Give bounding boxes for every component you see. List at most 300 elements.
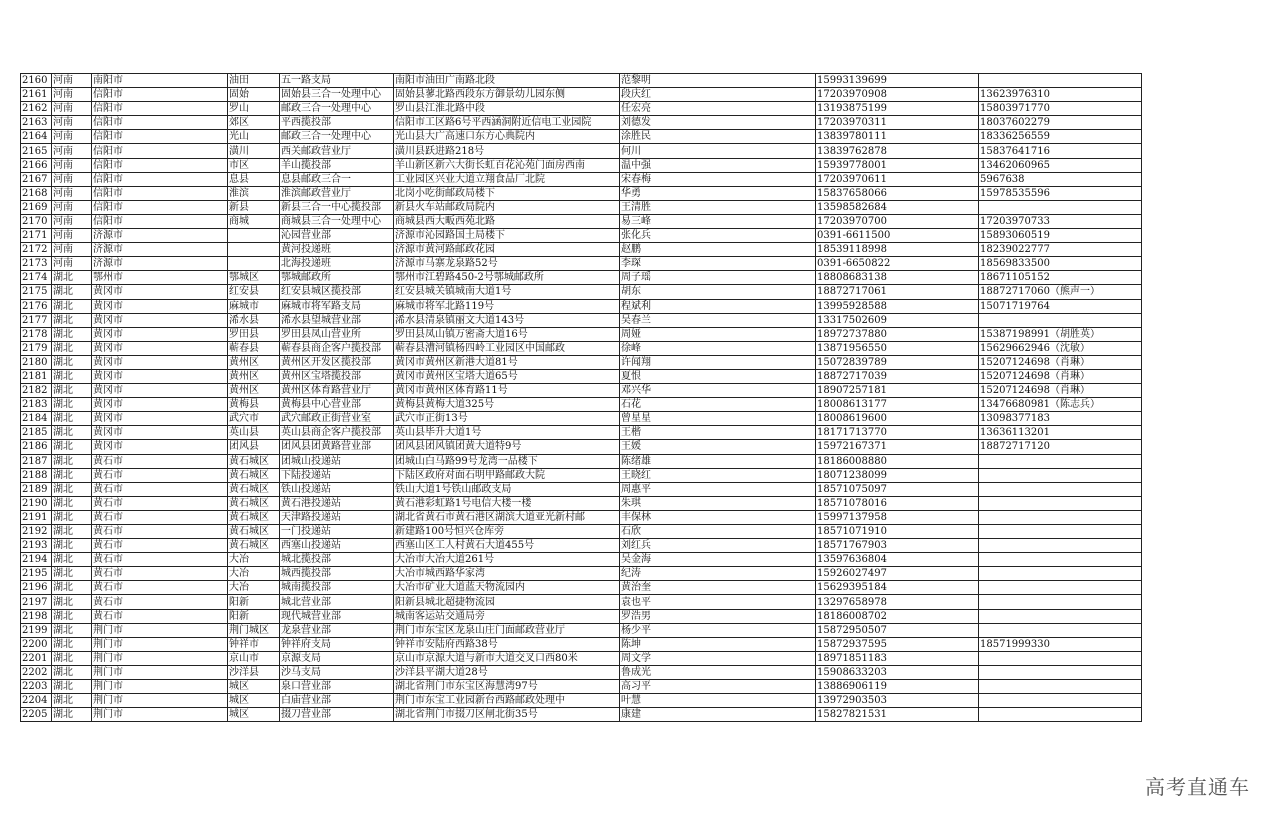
alt-phone-cell (979, 665, 1142, 679)
contact-name-cell: 石花 (620, 398, 816, 412)
contact-name-cell: 许闻翔 (620, 355, 816, 369)
phone-cell: 15872950507 (816, 623, 979, 637)
phone-cell: 18872717061 (816, 285, 979, 299)
city-cell: 黄石市 (92, 609, 228, 623)
table-row (21, 567, 1142, 581)
branch-name-cell: 武穴邮政正街营业室 (280, 412, 394, 426)
phone-cell: 18171713770 (816, 426, 979, 440)
row-number-cell: 2179 (21, 341, 52, 355)
phone-cell: 18872717039 (816, 369, 979, 383)
phone-cell: 15837658066 (816, 186, 979, 200)
table-row (21, 257, 1142, 271)
city-cell: 黄石市 (92, 525, 228, 539)
district-cell: 鄂城区 (228, 271, 280, 285)
phone-cell: 13972903503 (816, 694, 979, 708)
alt-phone-cell (979, 694, 1142, 708)
contact-name-cell: 高习平 (620, 680, 816, 694)
city-cell: 信阳市 (92, 88, 228, 102)
row-number-cell: 2190 (21, 496, 52, 510)
row-number-cell: 2164 (21, 130, 52, 144)
alt-phone-cell (979, 651, 1142, 665)
alt-phone-cell (979, 200, 1142, 214)
province-cell: 河南 (52, 229, 92, 243)
province-cell: 湖北 (52, 623, 92, 637)
branch-name-cell: 淮滨邮政营业厅 (280, 186, 394, 200)
address-cell: 团城山白马路99号龙湾一品楼下 (394, 454, 620, 468)
row-number-cell: 2182 (21, 384, 52, 398)
district-cell: 城区 (228, 708, 280, 722)
province-cell: 湖北 (52, 553, 92, 567)
contact-name-cell: 王媛 (620, 440, 816, 454)
contact-name-cell: 周娅 (620, 327, 816, 341)
province-cell: 湖北 (52, 384, 92, 398)
district-cell: 大冶 (228, 553, 280, 567)
city-cell: 荆门市 (92, 665, 228, 679)
district-cell (228, 229, 280, 243)
address-cell: 湖北省黄石市黄石港区湖滨大道亚光新村邮 (394, 510, 620, 524)
city-cell: 信阳市 (92, 158, 228, 172)
row-number-cell: 2195 (21, 567, 52, 581)
address-cell: 固始县蓼北路西段东方御景幼儿园东侧 (394, 88, 620, 102)
province-cell: 湖北 (52, 341, 92, 355)
branch-name-cell: 团城山投递站 (280, 454, 394, 468)
branch-name-cell: 沁园营业部 (280, 229, 394, 243)
address-cell: 沙洋县平湖大道28号 (394, 665, 620, 679)
branch-name-cell: 黄州区宝塔揽投部 (280, 369, 394, 383)
address-cell: 麻城市将军北路119号 (394, 299, 620, 313)
contact-name-cell: 温中强 (620, 158, 816, 172)
city-cell: 黄冈市 (92, 426, 228, 440)
table-row (21, 665, 1142, 679)
alt-phone-cell (979, 74, 1142, 88)
row-number-cell: 2175 (21, 285, 52, 299)
contact-name-cell: 任宏亮 (620, 102, 816, 116)
district-cell: 浠水县 (228, 313, 280, 327)
row-number-cell: 2202 (21, 665, 52, 679)
contact-name-cell: 石欣 (620, 525, 816, 539)
district-cell: 罗田县 (228, 327, 280, 341)
city-cell: 信阳市 (92, 102, 228, 116)
table-row (21, 468, 1142, 482)
district-cell: 麻城市 (228, 299, 280, 313)
phone-cell: 13597636804 (816, 553, 979, 567)
province-cell: 湖北 (52, 369, 92, 383)
table-row (21, 454, 1142, 468)
contact-name-cell: 夏恨 (620, 369, 816, 383)
contact-name-cell: 刘红兵 (620, 539, 816, 553)
province-cell: 湖北 (52, 299, 92, 313)
branch-name-cell: 固始县三合一处理中心 (280, 88, 394, 102)
province-cell: 河南 (52, 186, 92, 200)
province-cell: 河南 (52, 88, 92, 102)
table-row (21, 130, 1142, 144)
district-cell: 阳新 (228, 595, 280, 609)
branch-name-cell: 城北揽投部 (280, 553, 394, 567)
province-cell: 湖北 (52, 496, 92, 510)
branch-name-cell: 西关邮政营业厅 (280, 144, 394, 158)
district-cell: 固始 (228, 88, 280, 102)
city-cell: 荆门市 (92, 651, 228, 665)
district-cell: 大冶 (228, 581, 280, 595)
city-cell: 黄冈市 (92, 341, 228, 355)
address-cell: 济源市黄河路邮政花园 (394, 243, 620, 257)
branch-name-cell: 沙马支局 (280, 665, 394, 679)
row-number-cell: 2200 (21, 637, 52, 651)
phone-cell: 18186008702 (816, 609, 979, 623)
province-cell: 湖北 (52, 426, 92, 440)
table-row (21, 158, 1142, 172)
province-cell: 湖北 (52, 412, 92, 426)
city-cell: 黄冈市 (92, 299, 228, 313)
province-cell: 湖北 (52, 285, 92, 299)
alt-phone-cell (979, 623, 1142, 637)
address-cell: 黄石港彩虹路1号电信大楼一楼 (394, 496, 620, 510)
row-number-cell: 2191 (21, 510, 52, 524)
contact-name-cell: 邓兴华 (620, 384, 816, 398)
table-row (21, 440, 1142, 454)
row-number-cell: 2181 (21, 369, 52, 383)
phone-cell: 17203970700 (816, 214, 979, 228)
alt-phone-cell: 13623976310 (979, 88, 1142, 102)
district-cell: 息县 (228, 172, 280, 186)
province-cell: 河南 (52, 200, 92, 214)
district-cell: 红安县 (228, 285, 280, 299)
city-cell: 黄冈市 (92, 384, 228, 398)
city-cell: 荆门市 (92, 694, 228, 708)
province-cell: 湖北 (52, 581, 92, 595)
phone-cell: 18808683138 (816, 271, 979, 285)
phone-cell: 15993139699 (816, 74, 979, 88)
address-cell: 阳新县城北超捷物流园 (394, 595, 620, 609)
district-cell: 荆门城区 (228, 623, 280, 637)
district-cell: 黄梅县 (228, 398, 280, 412)
province-cell: 河南 (52, 116, 92, 130)
alt-phone-cell: 15071719764 (979, 299, 1142, 313)
branch-name-cell: 浠水县望城营业部 (280, 313, 394, 327)
district-cell: 黄州区 (228, 355, 280, 369)
row-number-cell: 2172 (21, 243, 52, 257)
row-number-cell: 2203 (21, 680, 52, 694)
contact-name-cell: 华勇 (620, 186, 816, 200)
table-row (21, 144, 1142, 158)
province-cell: 湖北 (52, 609, 92, 623)
table-row (21, 243, 1142, 257)
branch-name-cell: 铁山投递站 (280, 482, 394, 496)
province-cell: 湖北 (52, 468, 92, 482)
row-number-cell: 2162 (21, 102, 52, 116)
table-row (21, 271, 1142, 285)
province-cell: 湖北 (52, 595, 92, 609)
phone-cell: 18571071910 (816, 525, 979, 539)
city-cell: 鄂州市 (92, 271, 228, 285)
district-cell: 光山 (228, 130, 280, 144)
row-number-cell: 2205 (21, 708, 52, 722)
phone-cell: 13297658978 (816, 595, 979, 609)
city-cell: 黄石市 (92, 454, 228, 468)
city-cell: 黄石市 (92, 482, 228, 496)
city-cell: 黄冈市 (92, 355, 228, 369)
city-cell: 信阳市 (92, 130, 228, 144)
city-cell: 黄石市 (92, 510, 228, 524)
alt-phone-cell: 15387198991（胡胜英） (979, 327, 1142, 341)
contact-name-cell: 陈坤 (620, 637, 816, 651)
row-number-cell: 2196 (21, 581, 52, 595)
alt-phone-cell (979, 595, 1142, 609)
row-number-cell: 2197 (21, 595, 52, 609)
alt-phone-cell: 18569833500 (979, 257, 1142, 271)
phone-cell: 18972737880 (816, 327, 979, 341)
watermark-text: 高考直通车 (1145, 775, 1250, 799)
address-cell: 黄冈市黄州区宝塔大道65号 (394, 369, 620, 383)
city-cell: 黄石市 (92, 581, 228, 595)
city-cell: 黄石市 (92, 468, 228, 482)
table-row (21, 595, 1142, 609)
table-row (21, 510, 1142, 524)
district-cell: 黄石城区 (228, 482, 280, 496)
table-row (21, 412, 1142, 426)
contact-name-cell: 何川 (620, 144, 816, 158)
branch-name-cell: 黄石港投递站 (280, 496, 394, 510)
city-cell: 荆门市 (92, 680, 228, 694)
province-cell: 河南 (52, 214, 92, 228)
province-cell: 河南 (52, 102, 92, 116)
address-cell: 新建路100号恒兴仓库旁 (394, 525, 620, 539)
province-cell: 河南 (52, 158, 92, 172)
alt-phone-cell: 18872717060（熊声一） (979, 285, 1142, 299)
city-cell: 黄冈市 (92, 285, 228, 299)
branch-name-cell: 黄州区体育路营业厅 (280, 384, 394, 398)
branch-name-cell: 天津路投递站 (280, 510, 394, 524)
branch-name-cell: 城西揽投部 (280, 567, 394, 581)
branch-name-cell: 邮政三合一处理中心 (280, 102, 394, 116)
table-row (21, 229, 1142, 243)
branch-name-cell: 钟祥府支局 (280, 637, 394, 651)
row-number-cell: 2183 (21, 398, 52, 412)
phone-cell: 18571075097 (816, 482, 979, 496)
address-cell: 潢川县跃进路218号 (394, 144, 620, 158)
city-cell: 黄冈市 (92, 327, 228, 341)
contact-name-cell: 丰保林 (620, 510, 816, 524)
district-cell: 黄石城区 (228, 468, 280, 482)
branch-name-cell: 羊山揽投部 (280, 158, 394, 172)
branch-name-cell: 西塞山投递站 (280, 539, 394, 553)
contact-name-cell: 徐峰 (620, 341, 816, 355)
phone-cell: 18571078016 (816, 496, 979, 510)
row-number-cell: 2180 (21, 355, 52, 369)
table-row (21, 482, 1142, 496)
province-cell: 湖北 (52, 271, 92, 285)
branch-name-cell: 鄂城邮政所 (280, 271, 394, 285)
alt-phone-cell (979, 708, 1142, 722)
alt-phone-cell: 15837641716 (979, 144, 1142, 158)
contact-name-cell: 王清胜 (620, 200, 816, 214)
province-cell: 河南 (52, 172, 92, 186)
contact-name-cell: 纪涛 (620, 567, 816, 581)
contact-name-cell: 周子瑶 (620, 271, 816, 285)
phone-cell: 13839780111 (816, 130, 979, 144)
row-number-cell: 2170 (21, 214, 52, 228)
branch-name-cell: 蕲春县商企客户揽投部 (280, 341, 394, 355)
contact-name-cell: 胡东 (620, 285, 816, 299)
table-row (21, 609, 1142, 623)
phone-cell: 13886906119 (816, 680, 979, 694)
phone-cell: 13598582684 (816, 200, 979, 214)
row-number-cell: 2166 (21, 158, 52, 172)
table-row (21, 102, 1142, 116)
phone-cell: 18539118998 (816, 243, 979, 257)
alt-phone-cell: 13098377183 (979, 412, 1142, 426)
branch-name-cell: 城南揽投部 (280, 581, 394, 595)
table-row (21, 680, 1142, 694)
city-cell: 黄冈市 (92, 369, 228, 383)
phone-cell: 13839762878 (816, 144, 979, 158)
district-cell: 沙洋县 (228, 665, 280, 679)
contact-name-cell: 曾星星 (620, 412, 816, 426)
table-body (21, 74, 1142, 722)
branch-name-cell: 黄梅县中心营业部 (280, 398, 394, 412)
alt-phone-cell: 18872717120 (979, 440, 1142, 454)
district-cell: 罗山 (228, 102, 280, 116)
address-cell: 黄梅县黄梅大道325号 (394, 398, 620, 412)
address-cell: 信阳市工区路6号平西涵洞附近信电工业园院 (394, 116, 620, 130)
phone-cell: 13193875199 (816, 102, 979, 116)
alt-phone-cell: 5967638 (979, 172, 1142, 186)
row-number-cell: 2167 (21, 172, 52, 186)
contact-name-cell: 范黎明 (620, 74, 816, 88)
contact-name-cell: 黄治奎 (620, 581, 816, 595)
district-cell: 黄石城区 (228, 496, 280, 510)
district-cell: 京山市 (228, 651, 280, 665)
branch-name-cell: 罗田县凤山营业所 (280, 327, 394, 341)
address-cell: 大冶市大冶大道261号 (394, 553, 620, 567)
post-office-table (20, 73, 1142, 722)
city-cell: 黄冈市 (92, 412, 228, 426)
alt-phone-cell (979, 468, 1142, 482)
city-cell: 黄石市 (92, 539, 228, 553)
branch-name-cell: 泉口营业部 (280, 680, 394, 694)
city-cell: 黄冈市 (92, 440, 228, 454)
contact-name-cell: 程斌利 (620, 299, 816, 313)
alt-phone-cell (979, 454, 1142, 468)
city-cell: 荆门市 (92, 637, 228, 651)
province-cell: 湖北 (52, 398, 92, 412)
row-number-cell: 2188 (21, 468, 52, 482)
alt-phone-cell (979, 313, 1142, 327)
district-cell: 黄州区 (228, 384, 280, 398)
city-cell: 信阳市 (92, 116, 228, 130)
address-cell: 荆门市东宝区龙泉山庄门面邮政营业厅 (394, 623, 620, 637)
contact-name-cell: 吴春兰 (620, 313, 816, 327)
address-cell: 济源市沁园路国土局楼下 (394, 229, 620, 243)
row-number-cell: 2184 (21, 412, 52, 426)
province-cell: 湖北 (52, 355, 92, 369)
district-cell: 商城 (228, 214, 280, 228)
phone-cell: 0391-6650822 (816, 257, 979, 271)
address-cell: 蕲春县漕河镇杨四岭工业园区中国邮政 (394, 341, 620, 355)
alt-phone-cell: 15629662946（沈敏） (979, 341, 1142, 355)
address-cell: 新县火车站邮政局院内 (394, 200, 620, 214)
table-row (21, 496, 1142, 510)
address-cell: 下陆区政府对面石明甲路邮政大院 (394, 468, 620, 482)
address-cell: 湖北省荆门市掇刀区闸北街35号 (394, 708, 620, 722)
table-row (21, 88, 1142, 102)
province-cell: 湖北 (52, 539, 92, 553)
phone-cell: 18971851183 (816, 651, 979, 665)
address-cell: 京山市京源大道与新市大道交叉口西80米 (394, 651, 620, 665)
table-row (21, 525, 1142, 539)
phone-cell: 15926027497 (816, 567, 979, 581)
row-number-cell: 2168 (21, 186, 52, 200)
alt-phone-cell: 15207124698（肖琳） (979, 384, 1142, 398)
district-cell: 市区 (228, 158, 280, 172)
district-cell: 武穴市 (228, 412, 280, 426)
table-row (21, 384, 1142, 398)
contact-name-cell: 易三峰 (620, 214, 816, 228)
row-number-cell: 2173 (21, 257, 52, 271)
district-cell: 城区 (228, 680, 280, 694)
district-cell: 大冶 (228, 567, 280, 581)
phone-cell: 17203970908 (816, 88, 979, 102)
alt-phone-cell (979, 482, 1142, 496)
alt-phone-cell (979, 525, 1142, 539)
contact-name-cell: 李琛 (620, 257, 816, 271)
address-cell: 西塞山区工人村黄石大道455号 (394, 539, 620, 553)
phone-cell: 15072839789 (816, 355, 979, 369)
row-number-cell: 2160 (21, 74, 52, 88)
alt-phone-cell: 15207124698（肖琳） (979, 355, 1142, 369)
district-cell: 蕲春县 (228, 341, 280, 355)
address-cell: 英山县毕升大道1号 (394, 426, 620, 440)
city-cell: 济源市 (92, 243, 228, 257)
address-cell: 济源市马寨龙泉路52号 (394, 257, 620, 271)
city-cell: 黄石市 (92, 595, 228, 609)
district-cell: 城区 (228, 694, 280, 708)
province-cell: 河南 (52, 243, 92, 257)
address-cell: 工业园区兴业大道立翔食品厂北院 (394, 172, 620, 186)
branch-name-cell: 龙泉营业部 (280, 623, 394, 637)
branch-name-cell: 新县三合一中心揽投部 (280, 200, 394, 214)
phone-cell: 13995928588 (816, 299, 979, 313)
city-cell: 信阳市 (92, 144, 228, 158)
branch-name-cell: 团风县团黄路营业部 (280, 440, 394, 454)
address-cell: 城南客运站交通局旁 (394, 609, 620, 623)
table-row (21, 116, 1142, 130)
row-number-cell: 2178 (21, 327, 52, 341)
phone-cell: 15629395184 (816, 581, 979, 595)
address-cell: 光山县大广高速口东方心典院内 (394, 130, 620, 144)
district-cell: 黄石城区 (228, 454, 280, 468)
row-number-cell: 2187 (21, 454, 52, 468)
row-number-cell: 2204 (21, 694, 52, 708)
contact-name-cell: 罗浩男 (620, 609, 816, 623)
alt-phone-cell: 17203970733 (979, 214, 1142, 228)
branch-name-cell: 英山县商企客户揽投部 (280, 426, 394, 440)
address-cell: 南阳市油田广南路北段 (394, 74, 620, 88)
contact-name-cell: 陈绪雄 (620, 454, 816, 468)
district-cell: 英山县 (228, 426, 280, 440)
province-cell: 湖北 (52, 637, 92, 651)
row-number-cell: 2193 (21, 539, 52, 553)
address-cell: 鄂州市江碧路450-2号鄂城邮政所 (394, 271, 620, 285)
row-number-cell: 2199 (21, 623, 52, 637)
province-cell: 河南 (52, 74, 92, 88)
address-cell: 罗田县凤山镇万密斋大道16号 (394, 327, 620, 341)
branch-name-cell: 一门投递站 (280, 525, 394, 539)
province-cell: 湖北 (52, 482, 92, 496)
branch-name-cell: 五一路支局 (280, 74, 394, 88)
city-cell: 信阳市 (92, 186, 228, 200)
table-row (21, 581, 1142, 595)
